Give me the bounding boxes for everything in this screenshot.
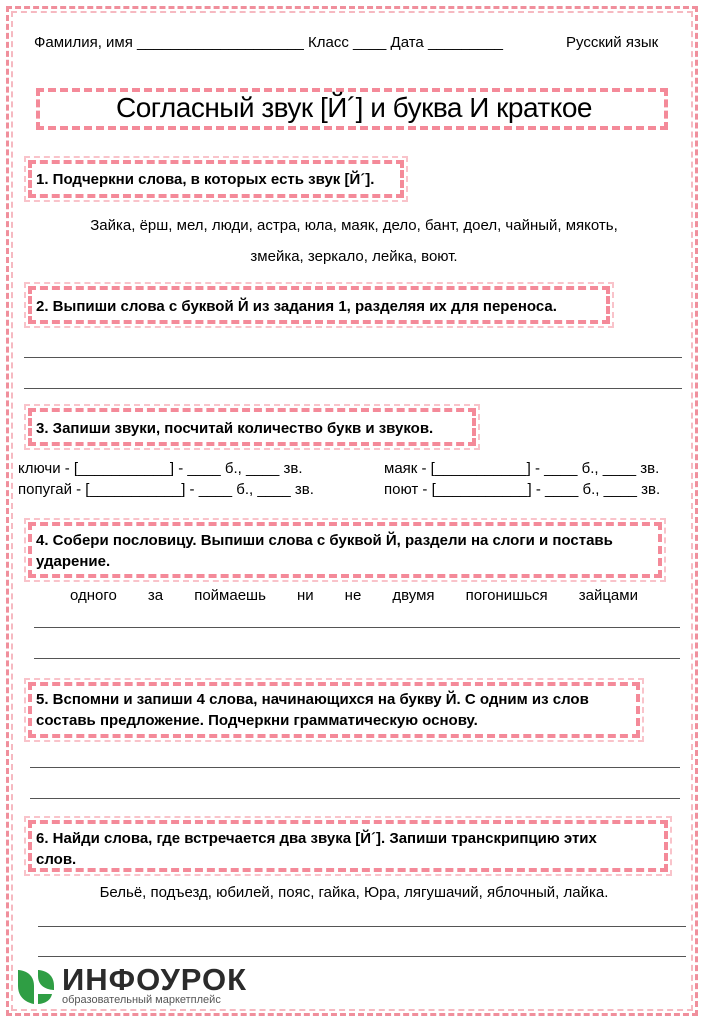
answer-line[interactable]	[34, 627, 680, 628]
task1-words-line1: Зайка, ёрш, мел, люди, астра, юла, маяк, дело, бант, доел, чайный, мякоть,	[90, 217, 618, 234]
proverb-word: не	[344, 587, 362, 604]
task1-instruction: 1. Подчеркни слова, в которых есть звук [Й´].	[36, 171, 375, 188]
task6-instruction-line2: слов.	[36, 851, 77, 868]
sound-row-popugay: попугай - [___________] - ____ б., ____ зв.	[18, 481, 314, 498]
answer-line[interactable]	[38, 956, 686, 957]
proverb-word: одного	[70, 587, 117, 604]
task2-instruction: 2. Выпиши слова с буквой Й из задания 1, разделяя их для переноса.	[36, 298, 557, 315]
answer-line[interactable]	[24, 357, 682, 358]
answer-line[interactable]	[38, 926, 686, 927]
task6-instruction-line1: 6. Найди слова, где встречается два звука [Й´]. Запиши транскрипцию этих	[36, 830, 597, 847]
proverb-word: погонишься	[465, 587, 548, 604]
task4-instruction-line1: 4. Собери пословицу. Выпиши слова с буквой Й, раздели на слоги и поставь	[36, 532, 613, 549]
infourok-logo	[14, 962, 294, 1010]
logo-tagline: образовательный маркетплейс	[62, 994, 221, 1006]
task5-instruction-line1: 5. Вспомни и запиши 4 слова, начинающихся на букву Й. С одним из слов	[36, 691, 589, 708]
answer-line[interactable]	[30, 767, 680, 768]
task5-instruction-line2: составь предложение. Подчеркни грамматическую основу.	[36, 712, 478, 729]
proverb-words	[34, 587, 674, 604]
task6-words: Бельё, подъезд, юбилей, пояс, гайка, Юра, лягушачий, яблочный, лайка.	[99, 884, 609, 901]
proverb-word: за	[147, 587, 164, 604]
student-info-line: Фамилия, имя ____________________ Класс ____ Дата _________	[34, 34, 504, 51]
logo-name: ИНФОУРОК	[62, 962, 248, 997]
proverb-word: ни	[296, 587, 314, 604]
task4-instruction-line2: ударение.	[36, 553, 111, 570]
task1-words-line2: змейка, зеркало, лейка, воют.	[250, 248, 458, 265]
answer-line[interactable]	[24, 388, 682, 389]
subject-label: Русский язык	[566, 34, 659, 51]
sound-row-mayak: маяк - [___________] - ____ б., ____ зв.	[384, 460, 660, 477]
proverb-word: двумя	[392, 587, 435, 604]
answer-line[interactable]	[30, 798, 680, 799]
task3-instruction: 3. Запиши звуки, посчитай количество букв и звуков.	[36, 420, 434, 437]
worksheet-title: Согласный звук [Й´] и буква И краткое	[116, 92, 592, 123]
leaf-logo-icon	[14, 964, 58, 1008]
proverb-word: поймаешь	[194, 587, 266, 604]
sound-row-poyut: поют - [___________] - ____ б., ____ зв.	[384, 481, 661, 498]
answer-line[interactable]	[34, 658, 680, 659]
sound-row-klyuchi: ключи - [___________] - ____ б., ____ зв.	[18, 460, 303, 477]
proverb-word: зайцами	[578, 587, 638, 604]
